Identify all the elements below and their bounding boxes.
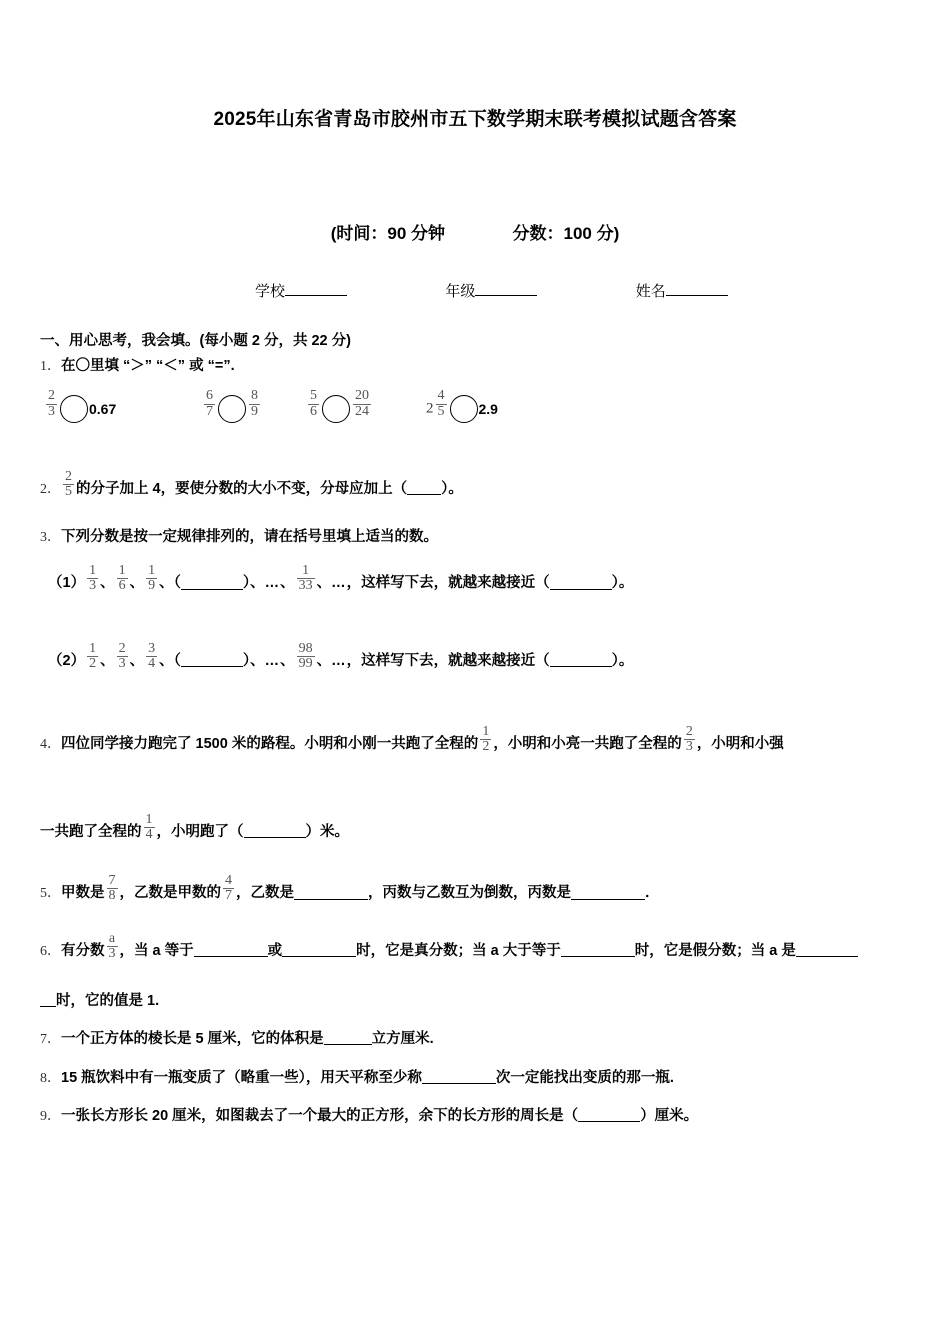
question-7-number: 7． (40, 1032, 61, 1047)
question-3-sub-1-text-close: ）。 (611, 575, 634, 592)
comparison-circle-1[interactable] (60, 395, 88, 423)
question-3 (40, 526, 910, 549)
grade-blank[interactable] (475, 295, 537, 296)
question-9-blank[interactable] (578, 1108, 640, 1123)
fraction-denominator: 6 (310, 403, 317, 419)
question-3-sub-2-label: （2） (48, 653, 86, 670)
question-6-blank-3[interactable] (561, 942, 635, 957)
fraction-denominator: 2 (482, 739, 490, 755)
school-label: 学校 (255, 282, 286, 300)
question-4 (40, 724, 910, 759)
question-2-text-end: ）。 (441, 481, 463, 498)
fraction-numerator: 1 (89, 563, 97, 578)
question-7-blank[interactable] (324, 1030, 372, 1045)
comparison-value-4: 2.9 (478, 400, 498, 417)
question-3-number: 3． (40, 529, 61, 545)
comparison-circle-2[interactable] (218, 395, 246, 423)
question-6-text-part-3: 或 (267, 943, 283, 960)
fraction-5-6 (308, 389, 319, 419)
fraction-4-5 (436, 389, 447, 419)
fraction-1-3 (87, 564, 98, 594)
fraction-denominator: 9 (251, 403, 258, 419)
sequence-separator: 、 (280, 575, 295, 592)
question-7 (40, 1028, 910, 1051)
fraction-1-4-q4 (144, 813, 155, 843)
fraction-numerator: 6 (206, 388, 213, 404)
fraction-denominator: 5 (437, 403, 445, 419)
fraction-denominator: 3 (108, 945, 116, 961)
fraction-6-7 (204, 389, 215, 419)
fraction-1-6 (117, 564, 128, 594)
fraction-numerator: 2 (65, 468, 72, 484)
fraction-2-3-seq (117, 642, 128, 672)
fraction-denominator: 33 (298, 578, 313, 594)
exam-meta-line (40, 219, 910, 244)
fraction-numerator: 20 (355, 388, 369, 404)
question-3-sub-1-blank-2[interactable] (550, 575, 612, 590)
fraction-numerator: 4 (437, 388, 445, 404)
question-8-text-part-1: 15 瓶饮料中有一瓶变质了（略重一些），用天平称至少称 (61, 1069, 422, 1086)
fraction-denominator: 99 (298, 655, 313, 671)
question-2-number: 2． (40, 482, 61, 498)
question-2-text: 的分子加上 4，要使分数的大小不变，分母应加上（ (76, 481, 408, 498)
fraction-numerator: 1 (145, 811, 153, 827)
sequence-separator: 、（ (159, 575, 181, 592)
question-3-sub-1 (40, 563, 910, 598)
fraction-denominator: 5 (65, 484, 72, 500)
question-2-blank[interactable] (407, 481, 441, 496)
sequence-ellipsis: … (331, 575, 347, 592)
question-6-line-2-text: 时，它的值是 1. (56, 992, 160, 1009)
fraction-numerator: 1 (89, 640, 97, 656)
fraction-numerator: 1 (148, 563, 156, 578)
comparison-circle-3[interactable] (322, 395, 350, 423)
sequence-ellipsis: … (331, 653, 347, 670)
sequence-separator: 、 (316, 653, 332, 670)
question-3-sub-2-blank-1[interactable] (181, 652, 243, 667)
fraction-denominator: 4 (148, 655, 156, 671)
question-6-blank-2[interactable] (282, 942, 356, 957)
fraction-1-2-q4 (480, 725, 491, 755)
name-field (636, 280, 728, 301)
fraction-1-2 (87, 642, 98, 672)
question-3-sub-1-blank-1[interactable] (181, 575, 243, 590)
sequence-separator: ）、 (242, 653, 265, 670)
fraction-numerator: 1 (302, 563, 310, 578)
sequence-separator: 、（ (159, 653, 181, 670)
sequence-separator: 、 (100, 653, 115, 670)
fraction-denominator: 6 (118, 578, 126, 594)
comparison-item-4 (426, 388, 498, 424)
question-6-line-2 (40, 990, 910, 1012)
fraction-numerator: 5 (310, 388, 317, 404)
question-9-text-part-1: 一张长方形长 20 厘米，如图裁去了一个最大的正方形，余下的长方形的周长是（ (61, 1108, 579, 1125)
name-label: 姓名 (635, 282, 666, 300)
name-blank[interactable] (666, 295, 728, 296)
fraction-numerator: 2 (118, 640, 126, 656)
fraction-4-7 (223, 874, 234, 904)
fraction-numerator: 2 (685, 724, 693, 740)
question-4-text-part-1: 四位同学接力跑完了 1500 米的路程。小明和小刚一共跑了全程的 (61, 736, 479, 753)
question-6-blank-1[interactable] (194, 942, 268, 957)
comparison-item-1 (44, 388, 117, 424)
comparison-item-3 (306, 388, 373, 424)
question-5-blank-2[interactable] (571, 885, 645, 900)
fraction-denominator: 3 (685, 739, 693, 755)
question-4-line-2-before: 一共跑了全程的 (40, 824, 142, 841)
fraction-a-3 (107, 932, 118, 962)
question-5-text-part-5: ． (645, 885, 660, 902)
comparison-item-2 (202, 388, 262, 424)
fraction-denominator: 9 (148, 578, 156, 594)
comparison-value-1: 0.67 (89, 400, 117, 417)
question-6 (40, 930, 910, 966)
question-6-text-part-5: 时，它是假分数；当 a 是 (634, 943, 796, 960)
fraction-numerator: 1 (118, 563, 126, 578)
identity-line (40, 280, 910, 301)
fraction-denominator: 24 (355, 403, 369, 419)
fraction-numerator: 4 (225, 873, 232, 889)
fraction-denominator: 7 (225, 888, 232, 904)
question-8-blank[interactable] (422, 1069, 496, 1084)
question-3-sub-2-text: ，这样写下去，就越来越接近（ (346, 653, 550, 670)
question-3-sub-2-text-close: ）。 (611, 653, 634, 670)
sequence-ellipsis: … (264, 575, 281, 592)
question-1-number: 1． (40, 359, 61, 375)
school-field (255, 280, 347, 301)
question-6-blank-continued[interactable] (40, 992, 56, 1007)
fraction-98-99 (297, 642, 315, 672)
sequence-separator: 、 (316, 575, 332, 592)
question-5-text-part-3: ，乙数是 (236, 885, 294, 902)
fraction-1-9 (146, 564, 157, 594)
question-1 (40, 355, 910, 378)
question-8-text-part-2: 次一定能找出变质的那一瓶. (495, 1069, 674, 1086)
page-title: 2025年山东省青岛市胶州市五下数学期末联考模拟试题含答案 (213, 109, 737, 130)
question-5-text-part-4: ，丙数与乙数互为倒数，丙数是 (368, 885, 571, 902)
fraction-2-3-q4 (684, 725, 695, 755)
fraction-2-5 (63, 470, 74, 500)
question-4-number: 4． (40, 737, 61, 753)
fraction-denominator: 2 (89, 655, 97, 671)
fraction-numerator: 1 (482, 724, 490, 740)
question-4-line-2-end: ）米。 (305, 824, 349, 841)
fraction-denominator: 3 (118, 655, 126, 671)
question-9-text-part-2: ）厘米。 (640, 1108, 699, 1125)
fraction-numerator: 8 (251, 388, 258, 404)
question-6-blank-4[interactable] (796, 942, 858, 957)
question-4-text-part-3: ，小明和小强 (696, 736, 784, 753)
fraction-3-4 (146, 642, 157, 672)
question-3-sub-1-text: ，这样写下去，就越来越接近（ (346, 575, 550, 592)
fraction-numerator: 7 (108, 873, 116, 889)
question-9-number: 9． (40, 1109, 61, 1125)
question-3-sub-2-blank-2[interactable] (550, 652, 612, 667)
exam-time-label: (时间：90 分钟 (330, 223, 446, 243)
fraction-1-33 (297, 564, 315, 594)
grade-label: 年级 (445, 282, 476, 300)
section-one-heading: 一、用心思考，我会填。(每小题 2 分，共 22 分) (40, 332, 351, 349)
mixed-whole-part: 2 (426, 400, 434, 417)
question-5 (40, 873, 910, 908)
sequence-separator: ）、 (242, 575, 265, 592)
question-1-text: 在〇里填 “＞” “＜” 或 “=”. (61, 358, 235, 375)
question-6-text-part-1: 有分数 (61, 943, 105, 960)
sequence-separator: 、 (129, 653, 145, 670)
comparison-circle-4[interactable] (450, 395, 478, 423)
school-blank[interactable] (285, 295, 347, 296)
question-6-text-part-4: 时，它是真分数；当 a 大于等于 (356, 943, 561, 960)
question-8-number: 8． (40, 1070, 61, 1086)
fraction-numerator: 2 (48, 388, 55, 404)
fraction-numerator: a (108, 930, 116, 946)
exam-score-label: 分数：100 分) (512, 223, 620, 243)
fraction-7-8 (107, 874, 118, 904)
question-7-text-part-2: 立方厘米. (371, 1031, 434, 1047)
grade-field (445, 280, 537, 301)
sequence-separator: 、 (129, 575, 145, 592)
fraction-denominator: 3 (89, 578, 97, 594)
question-5-number: 5． (40, 886, 61, 902)
fraction-denominator: 8 (108, 888, 116, 904)
question-3-sub-1-label: （1） (48, 575, 86, 592)
question-5-blank-1[interactable] (294, 885, 368, 900)
fraction-denominator: 4 (145, 826, 153, 842)
fraction-numerator: 98 (298, 640, 313, 656)
question-4-line-2 (40, 811, 910, 847)
question-7-text-part-1: 一个正方体的棱长是 5 厘米，它的体积是 (61, 1031, 324, 1047)
question-3-text: 下列分数是按一定规律排列的，请在括号里填上适当的数。 (61, 528, 438, 545)
sequence-separator: 、 (100, 575, 115, 592)
question-5-text-part-2: ，乙数是甲数的 (119, 885, 221, 902)
question-4-line-2-after: ，小明跑了（ (156, 824, 244, 841)
question-9 (40, 1105, 910, 1128)
fraction-20-24 (353, 389, 371, 419)
mixed-number-2-4-5 (426, 388, 449, 424)
fraction-denominator: 3 (48, 403, 55, 419)
question-6-number: 6． (40, 944, 61, 960)
fraction-8-9 (249, 389, 260, 419)
sequence-separator: 、 (280, 653, 295, 670)
question-5-text-part-1: 甲数是 (61, 885, 105, 902)
question-2 (40, 468, 910, 504)
fraction-2-3 (46, 389, 57, 419)
fraction-denominator: 7 (206, 403, 213, 419)
fraction-numerator: 3 (148, 640, 156, 656)
question-4-blank[interactable] (244, 823, 306, 838)
question-4-text-part-2: ，小明和小亮一共跑了全程的 (493, 736, 682, 753)
question-8 (40, 1067, 910, 1090)
question-1-comparison-row (40, 388, 910, 456)
sequence-ellipsis: … (264, 653, 281, 670)
question-3-sub-2 (40, 640, 910, 676)
question-6-text-part-2: ，当 a 等于 (119, 943, 194, 960)
